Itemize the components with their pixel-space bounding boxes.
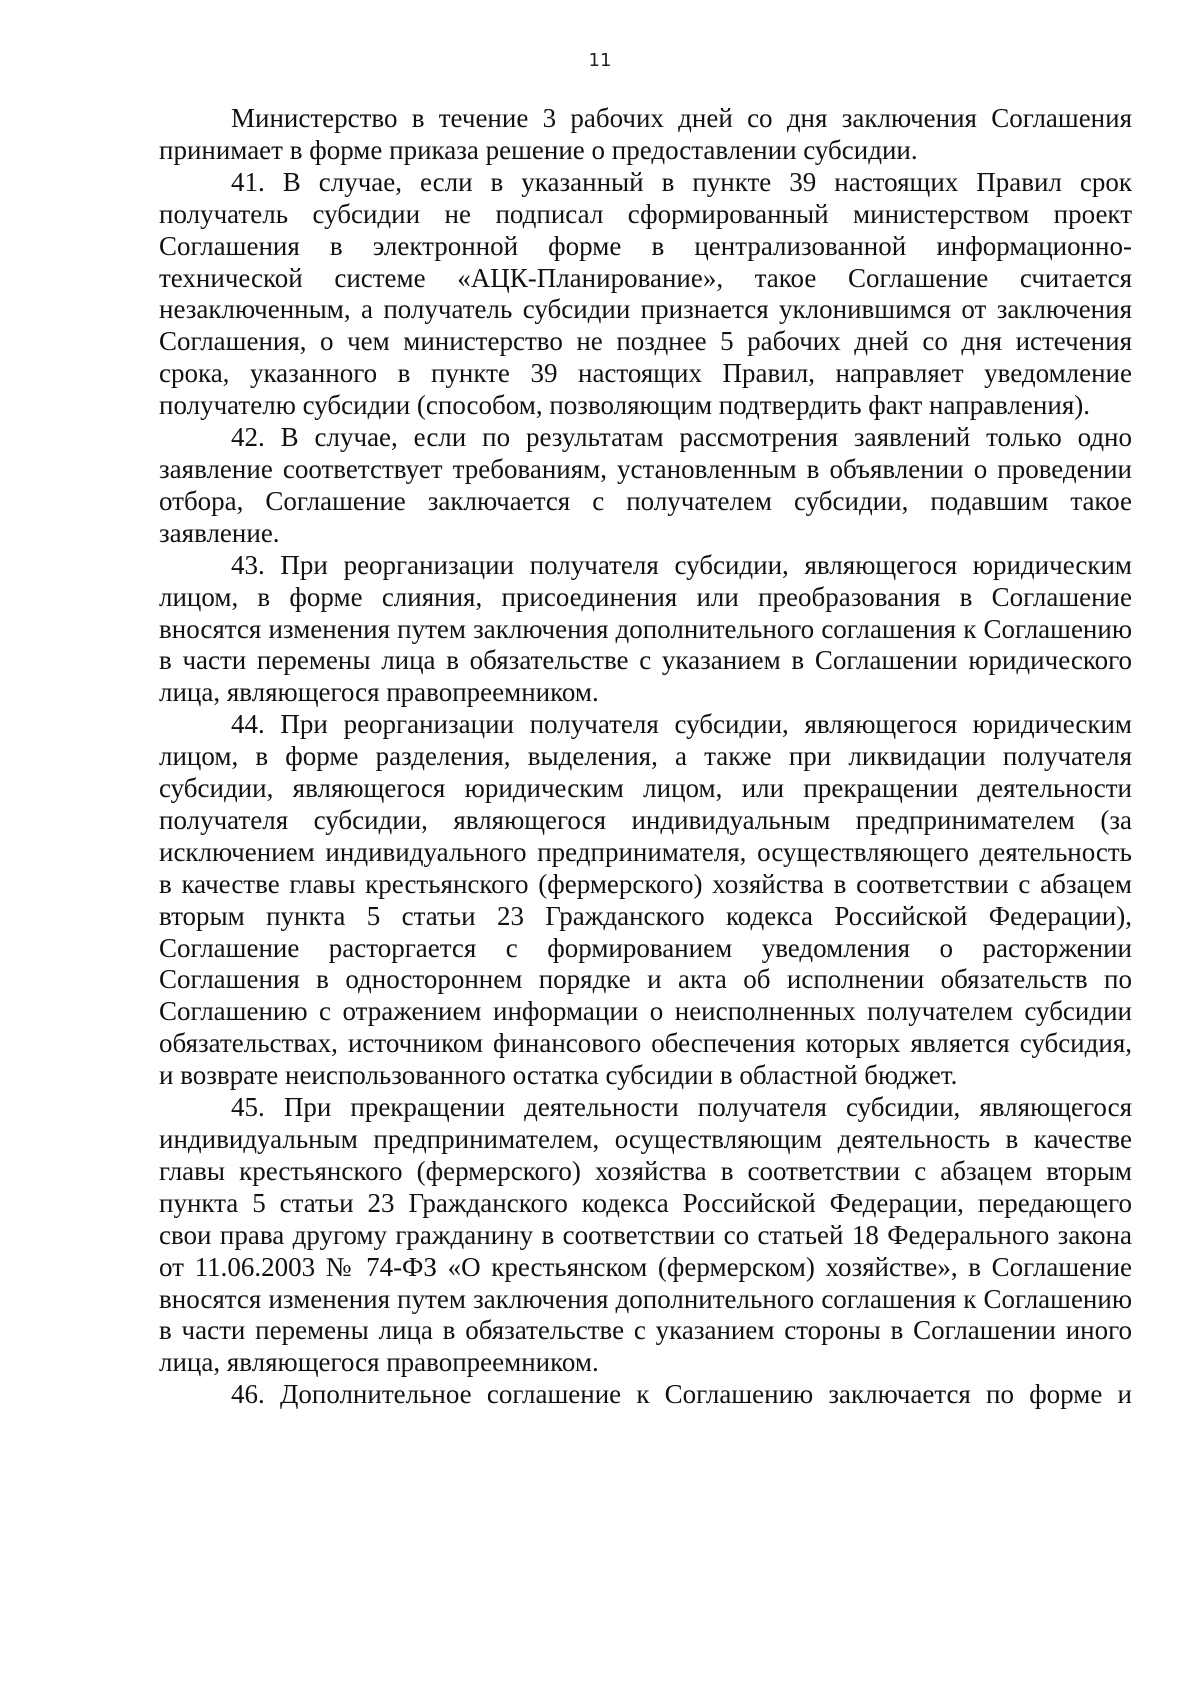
paragraph-41: 41. В случае, если в указанный в пункте 39 настоящих Правил срок получатель субсидии не подписал сформированный министерством проект Соглашения в электронной форме в централизованной информационно-технической системе «АЦК-Планирование», такое Соглашение считается незаключенным, а получатель субсидии признается уклонившимся от заключения Соглашения, о чем министерство не позднее 5 рабочих дней со дня истечения срока, указанного в пункте 39 настоящих Правил, направляет уведомление получателю субсидии (способом, позволяющим подтвердить факт направления). — [159, 166, 1132, 421]
paragraph-46: 46. Дополнительное соглашение к Соглашению заключается по форме и — [231, 1379, 1132, 1410]
paragraph-43: 43. При реорганизации получателя субсидии, являющегося юридическим лицом, в форме слияния, присоединения или преобразования в Соглашение вносятся изменения путем заключения дополнительного соглашения к Соглашению в части перемены лица в обязательстве с указанием в Соглашении юридического лица, являющегося правопреемником. — [159, 549, 1132, 708]
paragraph-45: 45. При прекращении деятельности получателя субсидии, являющегося индивидуальным предпринимателем, осуществляющим деятельность в качестве главы крестьянского (фермерского) хозяйства в соответствии с абзацем вторым пункта 5 статьи 23 Гражданского кодекса Российской Федерации, передающего свои права другому гражданину в соответствии со статьей 18 Федерального закона от 11.06.2003 № 74-ФЗ «О крестьянском (фермерском) хозяйстве», в Соглашение вносятся изменения путем заключения дополнительного соглашения к Соглашению в части перемены лица в обязательстве с указанием стороны в Соглашении иного лица, являющегося правопреемником. — [159, 1092, 1132, 1378]
paragraph-continuation: Министерство в течение 3 рабочих дней со дня заключения Соглашения принимает в форме приказа решение о предоставлении субсидии. — [159, 103, 1132, 165]
paragraph-42: 42. В случае, если по результатам рассмотрения заявлений только одно заявление соответствует требованиям, установленным в объявлении о проведении отбора, Соглашение заключается с получателем субсидии, подавшим такое заявление. — [159, 422, 1132, 548]
page-number: 11 — [588, 50, 612, 71]
paragraph-44: 44. При реорганизации получателя субсидии, являющегося юридическим лицом, в форме разделения, выделения, а также при ликвидации получателя субсидии, являющегося юридическим лицом, или прекращении деятельности получателя субсидии, являющегося индивидуальным предпринимателем (за исключением индивидуального предпринимателя, осуществляющего деятельность в качестве главы крестьянского (фермерского) хозяйства в соответствии с абзацем вторым пункта 5 статьи 23 Гражданского кодекса Российской Федерации), Соглашение расторгается с формированием уведомления о расторжении Соглашения в одностороннем порядке и акта об исполнении обязательств по Соглашению с отражением информации о неисполненных получателем субсидии обязательствах, источником финансового обеспечения которых является субсидия, и возврате неиспользованного остатка субсидии в областной бюджет. — [159, 709, 1132, 1091]
document-body — [159, 103, 1132, 1411]
